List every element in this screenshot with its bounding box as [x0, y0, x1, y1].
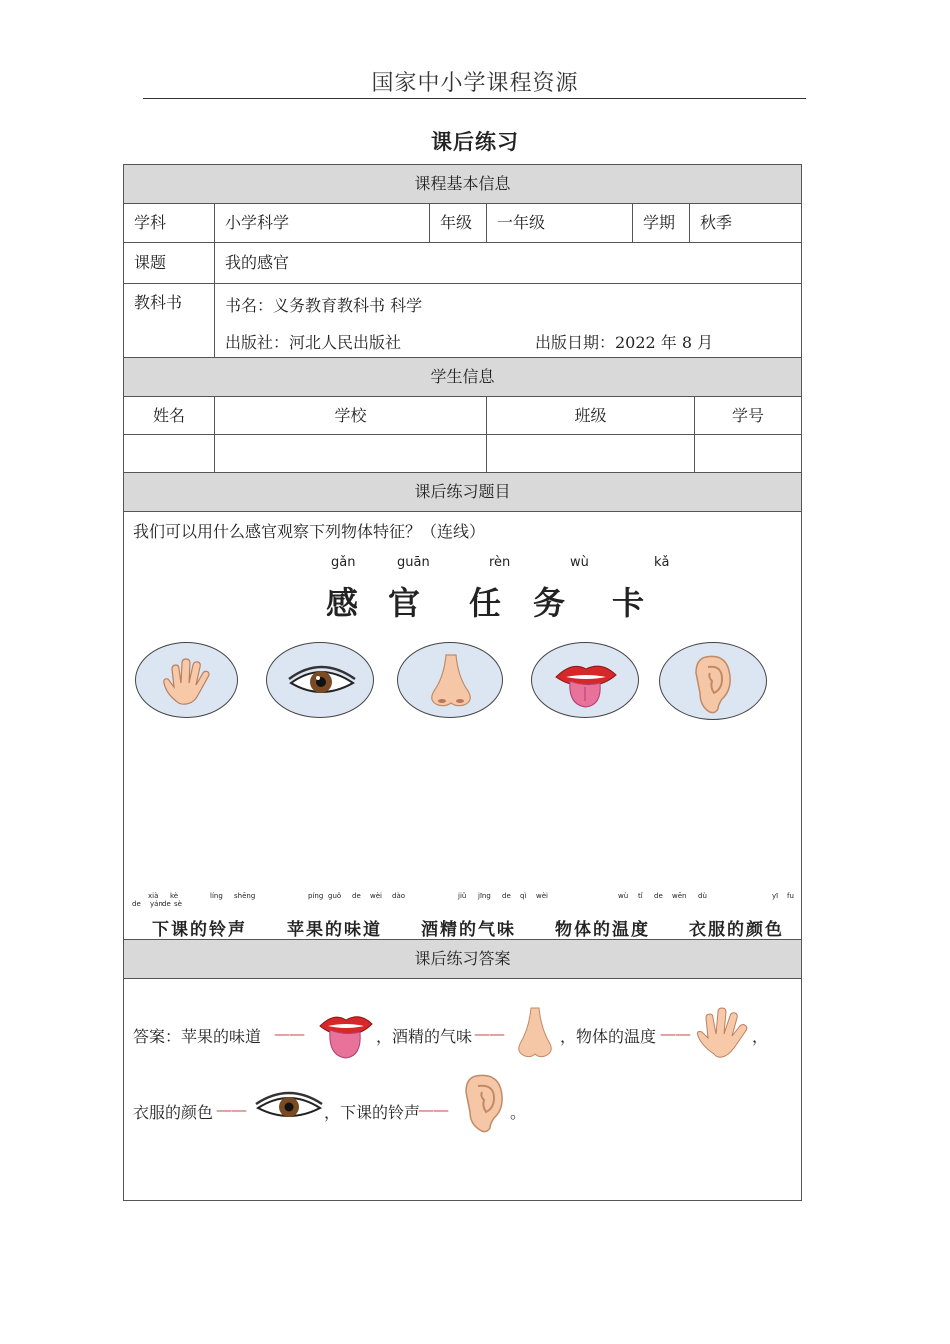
card-pinyin-2: guān — [397, 555, 430, 570]
answer-dash-2: —— — [474, 1024, 504, 1043]
course-info-title: 课程基本信息 — [414, 174, 511, 193]
phrase-2-py-4: wèi — [370, 892, 382, 900]
header-rule — [143, 98, 806, 99]
answer-part-5: ，下课的铃声 — [324, 1103, 421, 1122]
answer-end-1: ， — [752, 1027, 769, 1046]
phrase-1-py-3: de — [132, 900, 141, 908]
term-label: 学期 — [632, 204, 689, 242]
col-name: 姓名 — [152, 406, 185, 425]
phrase-4-py-4: wēn — [672, 892, 687, 900]
hand-icon — [136, 643, 239, 719]
answer-dash-3: —— — [660, 1024, 690, 1043]
eye-icon — [254, 1086, 324, 1126]
card-pinyin-1: gǎn — [331, 555, 356, 570]
phrase-5-py-2: fu — [787, 892, 794, 900]
nose-icon — [513, 1006, 557, 1060]
col-school: 学校 — [214, 397, 486, 434]
answer-header — [124, 940, 801, 979]
tongue-oval[interactable] — [531, 642, 639, 718]
student-info-title: 学生信息 — [430, 367, 495, 386]
col-class: 班级 — [486, 397, 694, 434]
phrase-2-py-2: guǒ — [328, 892, 342, 900]
class-entry[interactable] — [486, 435, 694, 472]
textbook-details — [214, 284, 801, 357]
phrase-2-py-1: píng — [308, 892, 324, 900]
answer-prefix: 答案：苹果的味道 — [133, 1027, 262, 1046]
exercise-title: 课后练习题目 — [414, 482, 511, 501]
publish-date: 出版日期：2022 年 8 月 — [535, 333, 714, 352]
ear-oval[interactable] — [659, 642, 767, 720]
phrase-3-py-4: qì — [520, 892, 527, 900]
card-char-4: 务 — [533, 584, 566, 622]
topic-row — [124, 243, 801, 284]
phrase-1-py-5: shēng — [234, 892, 256, 900]
eye-oval[interactable] — [266, 642, 374, 718]
term-value: 秋季 — [689, 204, 801, 242]
hand-icon — [692, 1006, 754, 1060]
eye-icon — [267, 643, 375, 719]
hand-oval[interactable] — [135, 642, 238, 718]
card-pinyin-3: rèn — [489, 555, 511, 570]
phrase-1-py-2: kè — [170, 892, 179, 900]
exercise-body — [124, 512, 801, 940]
phrase-4: 物体的温度 — [555, 920, 650, 940]
nose-oval[interactable] — [397, 642, 503, 718]
phrase-2: 苹果的味道 — [287, 920, 382, 940]
subject-value: 小学科学 — [214, 204, 429, 242]
document-title: 课后练习 — [431, 129, 519, 154]
card-char-5: 卡 — [612, 584, 645, 622]
course-meta-row — [124, 204, 801, 243]
phrase-3-py-2: jīng — [478, 892, 491, 900]
grade-label: 年级 — [429, 204, 486, 242]
phrase-1: 下课的铃声 — [152, 920, 247, 940]
phrase-5-py-1: yī — [772, 892, 779, 900]
answer-dash-4: —— — [216, 1100, 246, 1119]
phrase-1-py-1: xià — [148, 892, 159, 900]
card-char-3: 任 — [469, 584, 502, 622]
phrase-5-py-5: sè — [174, 900, 182, 908]
phrase-2-py-3: de — [352, 892, 361, 900]
phrase-3-py-5: wèi — [536, 892, 548, 900]
tongue-icon — [532, 643, 640, 719]
phrase-2-py-5: dào — [392, 892, 406, 900]
answer-end-2: 。 — [510, 1103, 527, 1122]
answer-part-3: ，物体的温度 — [560, 1027, 657, 1046]
card-char-2: 官 — [388, 584, 421, 622]
phrase-3-py-1: jiǔ — [458, 892, 467, 900]
id-entry[interactable] — [694, 435, 801, 472]
phrase-5: 衣服的颜色 — [689, 920, 784, 940]
exercise-question: 我们可以用什么感官观察下列物体特征？（连线） — [133, 522, 486, 541]
topic-value: 我的感官 — [214, 243, 801, 283]
answer-part-2: ，酒精的气味 — [376, 1027, 473, 1046]
card-pinyin-5: kǎ — [654, 555, 670, 570]
grade-value: 一年级 — [486, 204, 632, 242]
answer-dash-1: —— — [274, 1024, 304, 1043]
phrase-5-py-3: de — [162, 900, 171, 908]
phrase-4-py-2: tǐ — [638, 892, 643, 900]
student-info-header — [124, 358, 801, 397]
ear-icon — [660, 643, 768, 721]
answer-part-4: 衣服的颜色 — [133, 1103, 214, 1122]
tongue-icon — [316, 1008, 376, 1062]
answer-dash-5: —— — [418, 1100, 448, 1119]
phrase-4-py-3: de — [654, 892, 663, 900]
topic-label: 课题 — [134, 253, 167, 272]
phrase-3-py-3: de — [502, 892, 511, 900]
phrase-4-py-1: wù — [618, 892, 629, 900]
header-title: 国家中小学课程资源 — [371, 71, 579, 96]
student-entry-row — [124, 435, 801, 473]
phrase-5-py-4: yán — [150, 900, 163, 908]
col-id: 学号 — [694, 397, 801, 434]
card-char-1: 感 — [326, 584, 359, 622]
school-entry[interactable] — [214, 435, 486, 472]
name-entry[interactable] — [124, 435, 214, 472]
nose-icon — [398, 643, 504, 719]
card-pinyin-4: wù — [570, 555, 589, 570]
course-info-header — [124, 165, 801, 204]
ear-icon — [456, 1072, 512, 1134]
subject-label: 学科 — [134, 213, 167, 232]
phrase-1-py-4: líng — [210, 892, 223, 900]
textbook-row — [124, 284, 801, 358]
answer-title: 课后练习答案 — [414, 949, 511, 968]
publisher: 出版社：河北人民出版社 — [225, 333, 402, 352]
book-name: 书名：义务教育教科书 科学 — [225, 296, 423, 315]
phrase-4-py-5: dù — [698, 892, 707, 900]
exercise-header — [124, 473, 801, 512]
textbook-label: 教科书 — [134, 293, 183, 312]
phrase-3: 酒精的气味 — [421, 920, 516, 940]
student-columns-row — [124, 397, 801, 435]
